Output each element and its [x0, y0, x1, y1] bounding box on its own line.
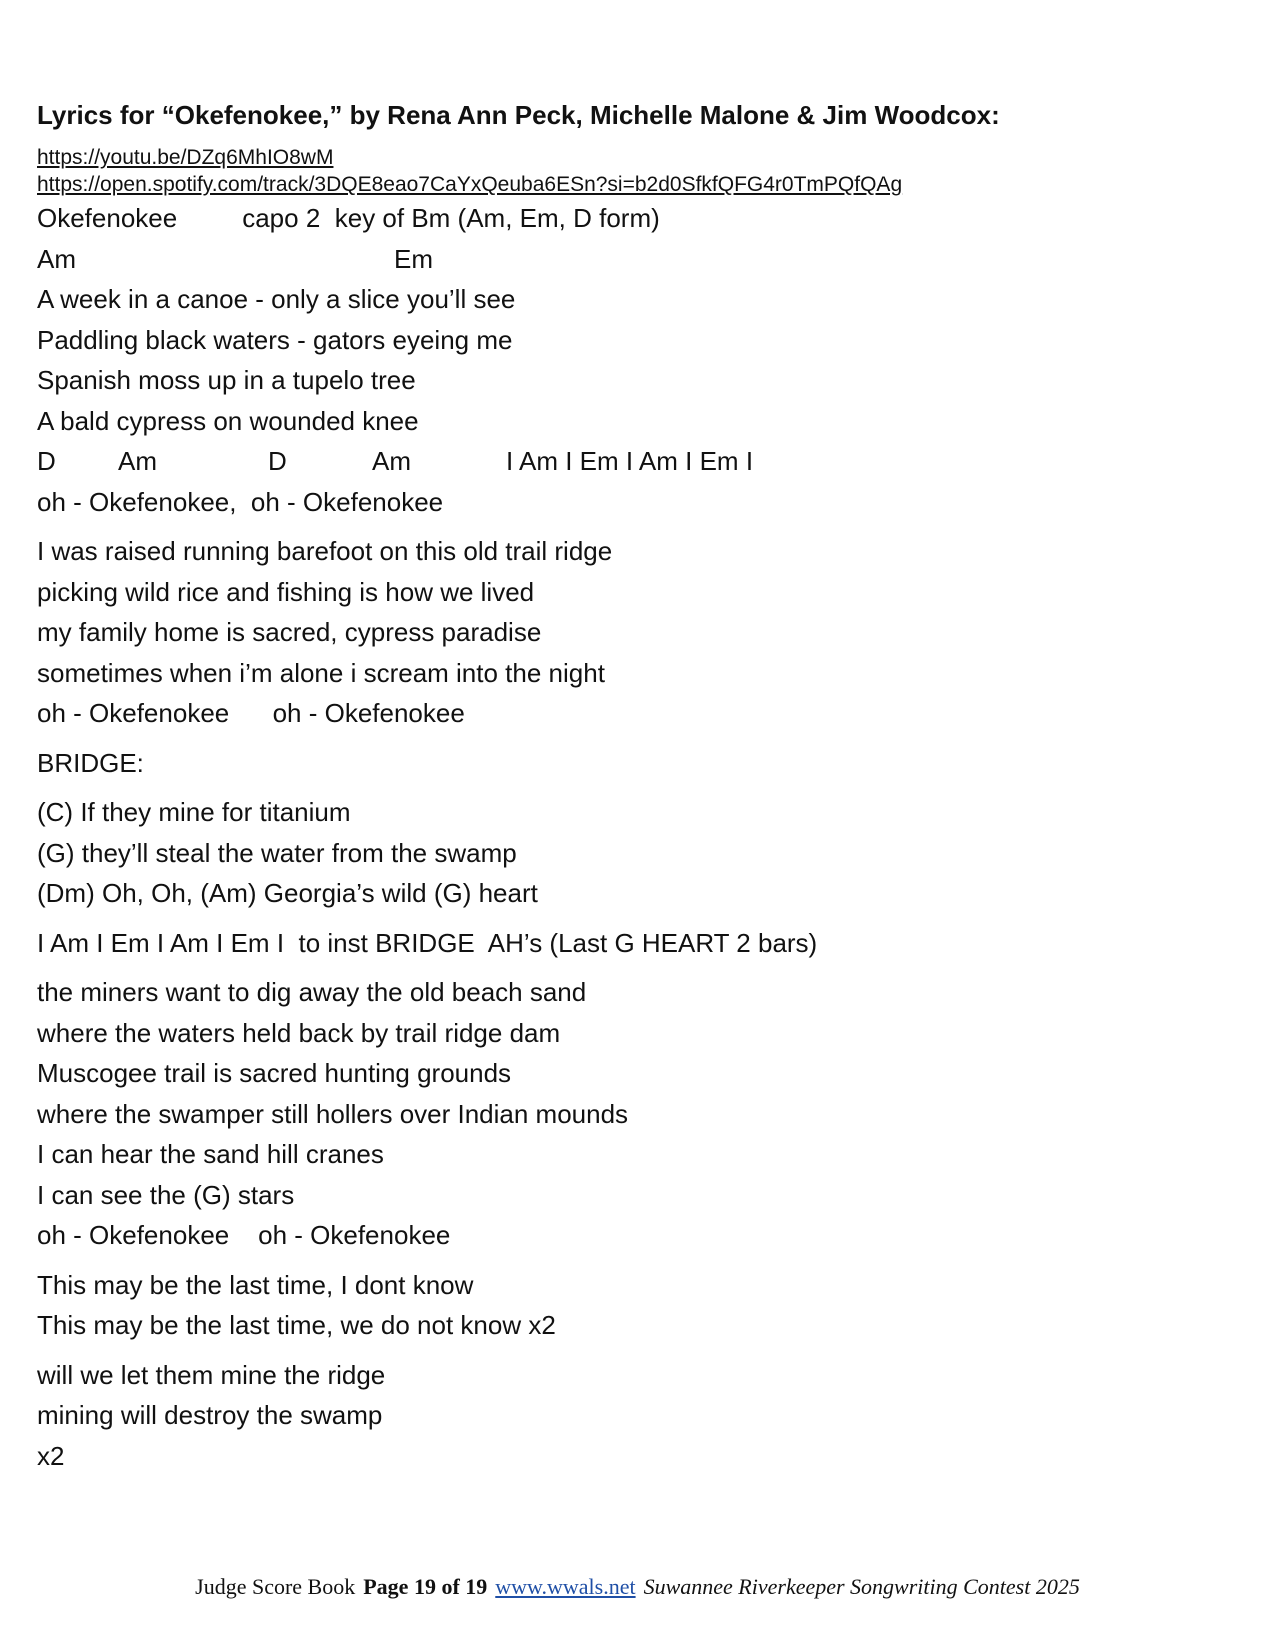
lyric-line: sometimes when i’m alone i scream into the night [37, 657, 605, 688]
chorus-line: oh - Okefenokee oh - Okefenokee [37, 1220, 451, 1250]
lyric-line: I was raised running barefoot on this old trail ridge [37, 536, 613, 566]
lyric-line: mining will destroy the swamp [37, 1400, 383, 1430]
lyric-line: This may be the last time, I dont know [37, 1269, 474, 1300]
footer-page-number: Page 19 of 19 [363, 1574, 488, 1599]
lyric-line: (Dm) Oh, Oh, (Am) Georgia’s wild (G) heart [37, 878, 538, 908]
youtube-link[interactable]: https://youtu.be/DZq6MhIO8wM [37, 146, 334, 169]
title-song: “Okefenokee,” [154, 100, 350, 130]
stanza-outro2 [37, 1355, 1235, 1477]
song-info-line: Okefenokee capo 2 key of Bm (Am, Em, D form) [37, 203, 660, 233]
lyric-line: This may be the last time, we do not know x2 [37, 1310, 556, 1340]
spotify-link[interactable]: https://open.spotify.com/track/3DQE8eao7CaYxQeuba6ESn?si=b2d0SfkfQFG4r0TmPQfQAg [37, 173, 903, 196]
lyrics-body [37, 198, 1235, 1476]
lyric-line: Spanish moss up in a tupelo tree [37, 365, 416, 395]
lyric-line: will we let them mine the ridge [37, 1359, 386, 1390]
stanza-verse2 [37, 531, 1235, 734]
chord-row-2 [37, 441, 1235, 482]
lyrics-page [37, 98, 1235, 1485]
title-authors: by Rena Ann Peck, Michelle Malone & Jim Woodcox: [349, 100, 1000, 130]
page-footer [0, 1574, 1275, 1600]
title-prefix: Lyrics for [37, 100, 155, 130]
song-links [37, 144, 1235, 198]
lyric-line: my family home is sacred, cypress paradise [37, 617, 542, 647]
chord-label: Am [118, 446, 157, 476]
page-title [37, 98, 1235, 132]
lyric-line: I can see the (G) stars [37, 1179, 295, 1210]
lyric-line: where the waters held back by trail ridge dam [37, 1017, 561, 1048]
lyric-line: Paddling black waters - gators eyeing me [37, 324, 513, 355]
chord-label: D [268, 446, 287, 476]
stanza-instrumental [37, 923, 1235, 964]
chord-label: D [37, 446, 56, 476]
bridge-label: BRIDGE: [37, 747, 144, 778]
stanza-verse1 [37, 198, 1235, 522]
footer-site-link[interactable]: www.wwals.net [495, 1574, 636, 1599]
lyric-line: A bald cypress on wounded knee [37, 405, 419, 436]
lyric-line: I can hear the sand hill cranes [37, 1139, 384, 1169]
lyric-line: where the swamper still hollers over Indian mounds [37, 1098, 629, 1129]
chord-label: Em [394, 243, 433, 274]
footer-book: Judge Score Book [195, 1574, 356, 1599]
instrumental-line: I Am I Em I Am I Em I to inst BRIDGE AH’s (Last G HEART 2 bars) [37, 927, 818, 958]
stanza-bridge-label [37, 743, 1235, 784]
lyric-line: A week in a canoe - only a slice you’ll see [37, 284, 516, 314]
chorus-line: oh - Okefenokee oh - Okefenokee [37, 698, 465, 728]
lyric-line: (C) If they mine for titanium [37, 797, 351, 827]
lyric-line: (G) they’ll steal the water from the swamp [37, 837, 517, 868]
footer-contest: Suwannee Riverkeeper Songwriting Contest 2025 [643, 1574, 1080, 1599]
stanza-outro1 [37, 1265, 1235, 1346]
chorus-line: oh - Okefenokee, oh - Okefenokee [37, 486, 444, 517]
lyric-line: x2 [37, 1440, 65, 1471]
chord-label: Am [372, 446, 411, 476]
chord-row-1 [37, 239, 1235, 280]
chord-label: I Am I Em I Am I Em I [506, 446, 754, 476]
lyric-line: Muscogee trail is sacred hunting grounds [37, 1058, 512, 1088]
stanza-bridge [37, 792, 1235, 914]
lyric-line: picking wild rice and fishing is how we lived [37, 576, 535, 607]
stanza-verse3 [37, 972, 1235, 1256]
chord-label: Am [37, 243, 76, 274]
lyric-line: the miners want to dig away the old beach sand [37, 977, 587, 1007]
